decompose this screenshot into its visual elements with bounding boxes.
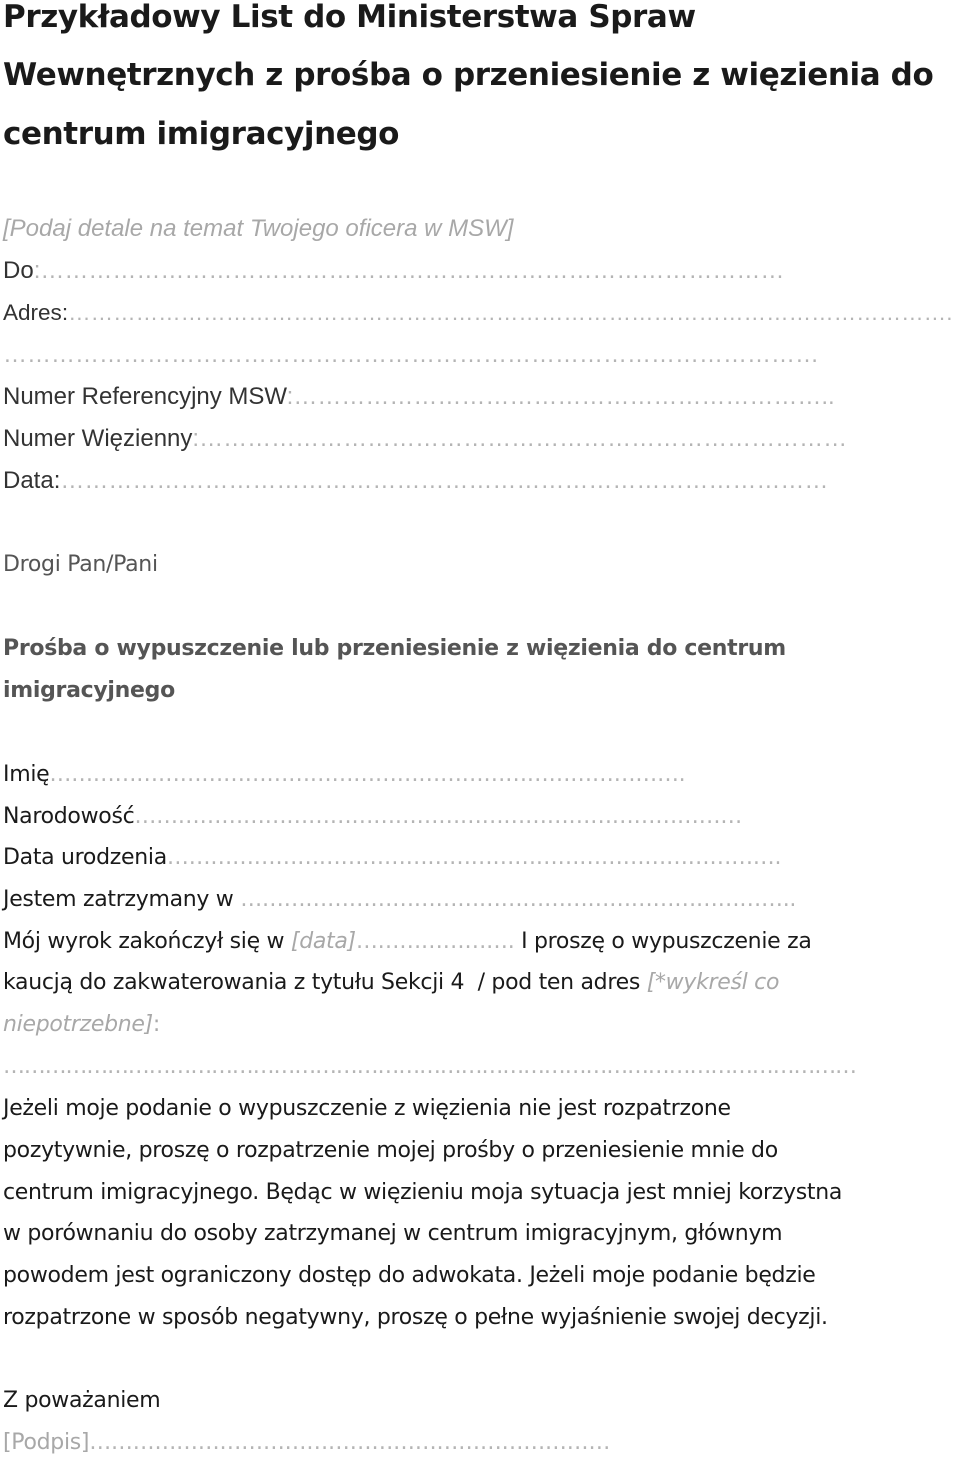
date-dots: …………………………………………………………………………………… [60, 467, 829, 494]
sentence-dots: …………………. [355, 929, 515, 954]
ref-line [3, 382, 835, 412]
dob-line [3, 843, 781, 873]
to-label: Do [3, 257, 34, 284]
nationality-label: Narodowość [3, 804, 135, 829]
address-label: Adres: [3, 300, 69, 325]
address-dots: ………………………………………………………………………………………………………. [68, 300, 953, 325]
name-dots: ……………………………………………………………………………. [49, 762, 686, 787]
title-line-3: centrum imigracyjnego [3, 116, 400, 152]
body-line-2: pozytywnie, proszę o rozpatrzenie mojej prośby o przeniesienie mnie do [3, 1138, 778, 1163]
nationality-dots: ………………………………………………………………………… [134, 804, 743, 829]
sentence-rest: I proszę o wypuszczenie za [514, 929, 812, 954]
ref-dots: ………………………………………………………….. [293, 383, 835, 410]
to-dots: ………………………………………………………………………………… [40, 257, 785, 284]
bail-text: kaucją do zakwaterowania z tytułu Sekcji 4 / pod ten adres [3, 970, 647, 995]
dob-dots: …………………………………………………………………………. [166, 845, 782, 870]
body-line-5: powodem jest ograniczony dostęp do adwokata. Jeżeli moje podanie będzie [3, 1263, 816, 1288]
to-line [3, 256, 784, 286]
body-line-6: rozpatrzone w sposób negatywny, proszę o pełne wyjaśnienie swojej decyzji. [3, 1305, 828, 1330]
officer-hint: [Podaj detale na temat Twojego oficera w MSW] [3, 215, 514, 242]
signature-line [3, 1428, 610, 1458]
prisoner-line [3, 424, 847, 454]
name-label: Imię [3, 762, 50, 787]
date-line [3, 466, 828, 496]
title-line-2: Wewnętrznych z prośba o przeniesienie z więzienia do [3, 57, 934, 93]
prisoner-dots: ……………………………………………………………………… [199, 425, 848, 452]
date-label: Data: [3, 467, 61, 494]
sentence-label: Mój wyrok zakończył się w [3, 929, 291, 954]
to-colon: : [33, 257, 41, 284]
dob-label: Data urodzenia [3, 845, 167, 870]
title-line-1: Przykładowy List do Ministerstwa Spraw [3, 0, 696, 35]
sentence-date-placeholder: [data] [290, 929, 356, 954]
salutation: Drogi Pan/Pani [3, 552, 158, 577]
signature-dots: ……………………………………………………………… [89, 1430, 611, 1455]
ref-label: Numer Referencyjny MSW [3, 383, 287, 410]
prisoner-colon: : [192, 425, 200, 452]
prisoner-label: Numer Więzienny [3, 425, 193, 452]
body-line-1: Jeżeli moje podanie o wypuszczenie z więzienia nie jest rozpatrzone [3, 1096, 731, 1121]
name-line [3, 760, 685, 790]
nationality-line [3, 802, 742, 832]
detained-label: Jestem zatrzymany w [3, 887, 234, 912]
bail-hint-line [3, 1010, 160, 1040]
sentence-line [3, 927, 812, 957]
bail-line [3, 968, 779, 998]
signature-placeholder: [Podpis] [3, 1430, 90, 1455]
detained-line [3, 885, 796, 915]
bail-address-dots: …………………………………………………………………………………………………………… [3, 1054, 856, 1079]
bail-hint-1: [*wykreśl co [646, 970, 780, 995]
detained-dots: ………………………………………………………………….. [233, 887, 797, 912]
body-line-4: w porównaniu do osoby zatrzymanej w centrum imigracyjnym, głównym [3, 1221, 783, 1246]
closing-regards: Z poważaniem [3, 1388, 161, 1413]
bail-colon: : [152, 1012, 161, 1037]
ref-colon: : [286, 383, 294, 410]
bail-hint-2: niepotrzebne] [3, 1012, 153, 1037]
body-line-3: centrum imigracyjnego. Będąc w więzieniu moja sytuacja jest mniej korzystna [3, 1180, 843, 1205]
address-line [3, 298, 952, 328]
address-dots-line-2: ………………………………………………………………………………………… [3, 341, 819, 368]
subject-line-1: Prośba o wypuszczenie lub przeniesienie z więzienia do centrum [3, 636, 786, 661]
subject-line-2: imigracyjnego [3, 678, 175, 703]
